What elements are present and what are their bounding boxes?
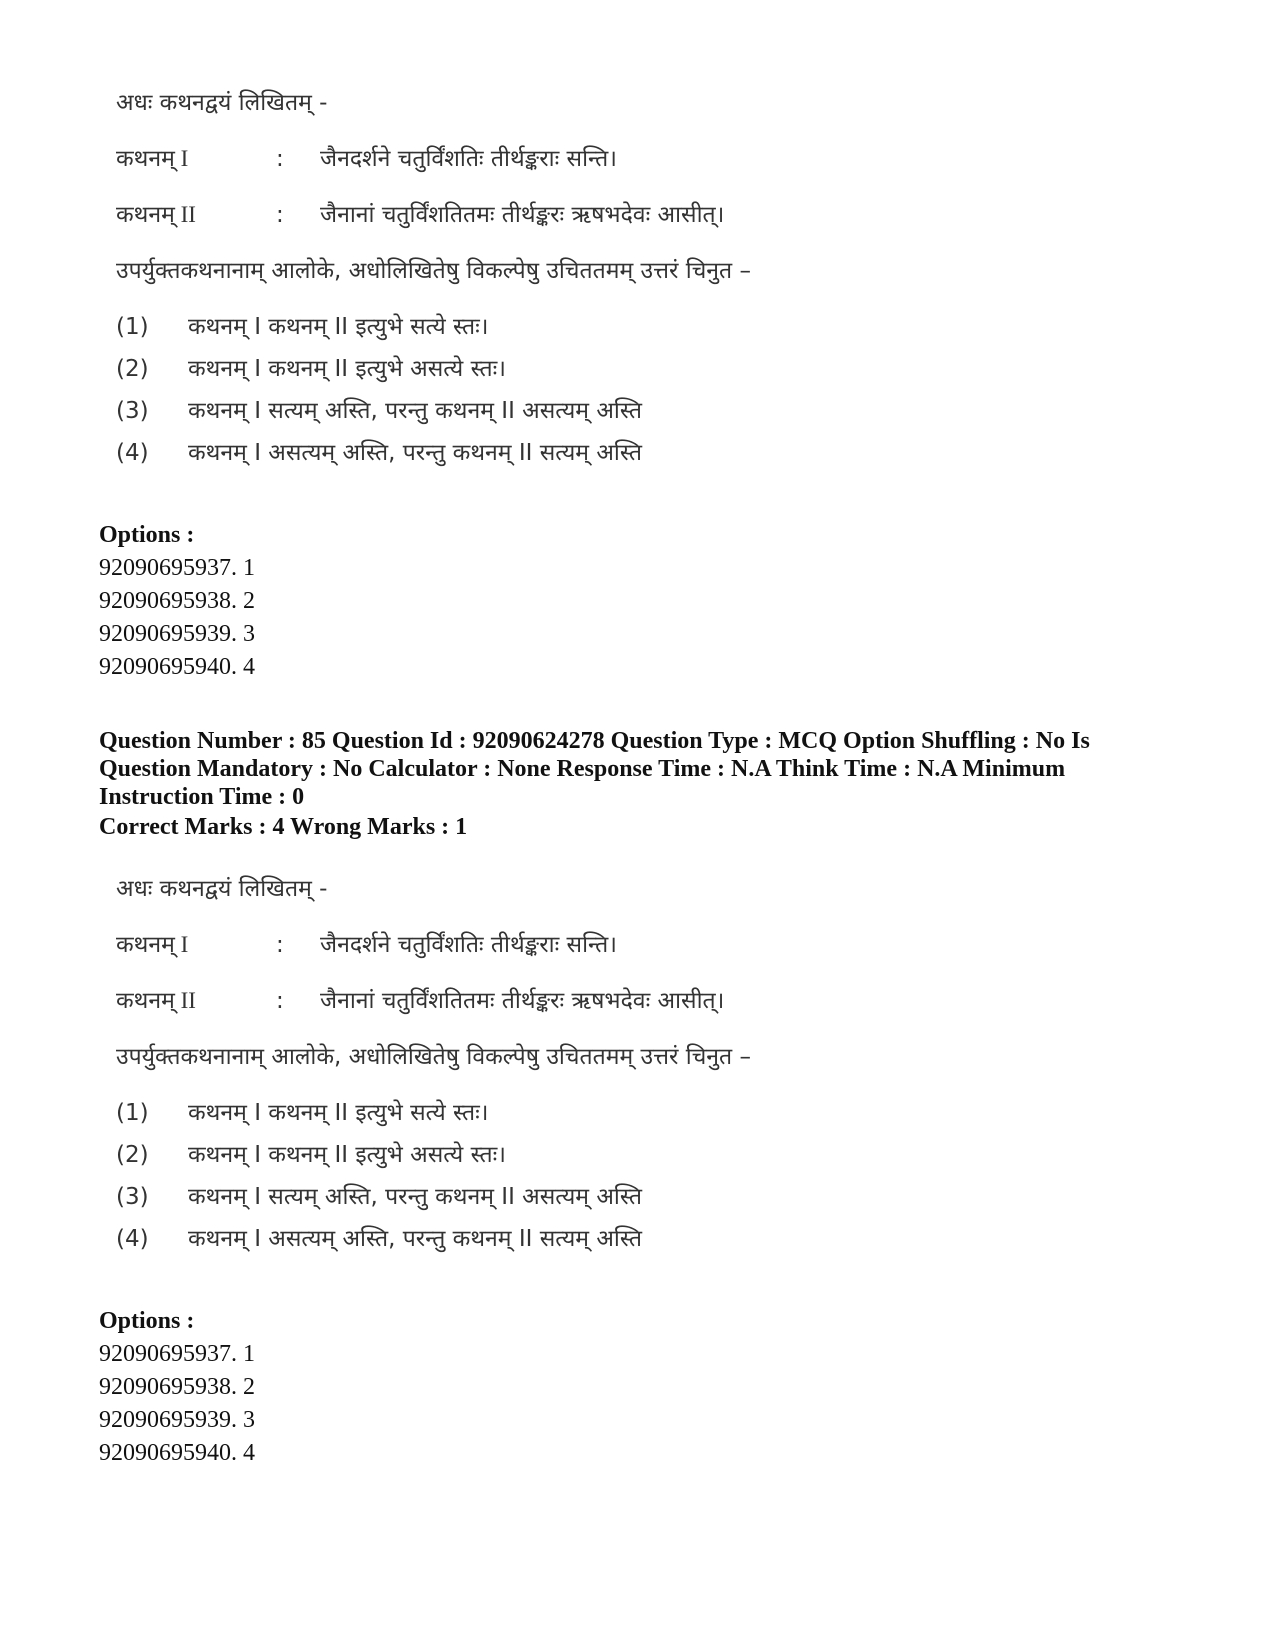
option-item: 92090695940. 4: [99, 654, 255, 680]
question-meta: [99, 727, 1179, 811]
choice-4: [116, 1224, 642, 1254]
statement-2-label: कथनम् II: [116, 988, 196, 1013]
choice-number: (3): [116, 398, 149, 424]
question-image-1: [100, 88, 820, 488]
options-heading: Options :: [99, 1308, 195, 1334]
intro-text: अधः कथनद्वयं लिखितम् -: [116, 876, 328, 902]
choice-number: (3): [116, 1184, 149, 1210]
statement-2-sep: :: [276, 988, 284, 1014]
choice-text: कथनम् I कथनम् II इत्युभे असत्ये स्तः।: [188, 1142, 506, 1168]
choice-number: (4): [116, 440, 149, 466]
question-image-2: [100, 874, 820, 1274]
choice-2: [116, 354, 506, 384]
statement-1-sep: :: [276, 146, 284, 172]
choice-number: (1): [116, 1100, 149, 1126]
choice-number: (2): [116, 356, 149, 382]
statement-2: [116, 986, 724, 1016]
option-item: 92090695939. 3: [99, 621, 255, 647]
choice-4: [116, 438, 642, 468]
statement-1: [116, 144, 617, 174]
statement-2-text: जैनानां चतुर्विंशतितमः तीर्थङ्करः ऋषभदेवः आसीत्।: [320, 202, 725, 228]
statement-1-sep: :: [276, 932, 284, 958]
statement-2-text: जैनानां चतुर्विंशतितमः तीर्थङ्करः ऋषभदेवः आसीत्।: [320, 988, 725, 1014]
meta-line-2: Question Mandatory : No Calculator : None Response Time : N.A Think Time : N.A Minimum: [99, 756, 1066, 782]
options-heading: Options :: [99, 522, 195, 548]
choice-text: कथनम् I कथनम् II इत्युभे सत्ये स्तः।: [188, 314, 489, 340]
statement-1: [116, 930, 617, 960]
option-item: 92090695938. 2: [99, 588, 255, 614]
choice-1: [116, 312, 488, 342]
prompt-text: उपर्युक्तकथनानाम् आलोके, अधोलिखितेषु विकल्पेषु उचिततमम् उत्तरं चिनुत –: [116, 1044, 751, 1070]
statement-2-sep: :: [276, 202, 284, 228]
statement-1-label: कथनम् I: [116, 146, 189, 171]
marks-line: Correct Marks : 4 Wrong Marks : 1: [99, 814, 468, 840]
choice-1: [116, 1098, 488, 1128]
choice-number: (2): [116, 1142, 149, 1168]
statement-1-label: कथनम् I: [116, 932, 189, 957]
choice-text: कथनम् I सत्यम् अस्ति, परन्तु कथनम् II असत्यम् अस्ति: [188, 1184, 642, 1210]
choice-3: [116, 396, 642, 426]
statement-1-text: जैनदर्शने चतुर्विंशतिः तीर्थङ्कराः सन्ति।: [320, 932, 617, 958]
choice-text: कथनम् I असत्यम् अस्ति, परन्तु कथनम् II सत्यम् अस्ति: [188, 1226, 642, 1252]
choice-number: (4): [116, 1226, 149, 1252]
choice-2: [116, 1140, 506, 1170]
meta-line-1: Question Number : 85 Question Id : 92090624278 Question Type : MCQ Option Shuffling : No Is: [99, 728, 1090, 754]
option-item: 92090695939. 3: [99, 1407, 255, 1433]
choice-3: [116, 1182, 642, 1212]
option-item: 92090695940. 4: [99, 1440, 255, 1466]
statement-2: [116, 200, 724, 230]
choice-text: कथनम् I कथनम् II इत्युभे सत्ये स्तः।: [188, 1100, 489, 1126]
option-item: 92090695938. 2: [99, 1374, 255, 1400]
choice-text: कथनम् I कथनम् II इत्युभे असत्ये स्तः।: [188, 356, 506, 382]
choice-number: (1): [116, 314, 149, 340]
choice-text: कथनम् I असत्यम् अस्ति, परन्तु कथनम् II सत्यम् अस्ति: [188, 440, 642, 466]
statement-2-label: कथनम् II: [116, 202, 196, 227]
choice-text: कथनम् I सत्यम् अस्ति, परन्तु कथनम् II असत्यम् अस्ति: [188, 398, 642, 424]
prompt-text: उपर्युक्तकथनानाम् आलोके, अधोलिखितेषु विकल्पेषु उचिततमम् उत्तरं चिनुत –: [116, 258, 751, 284]
meta-line-3: Instruction Time : 0: [99, 784, 305, 810]
option-item: 92090695937. 1: [99, 1341, 255, 1367]
option-item: 92090695937. 1: [99, 555, 255, 581]
intro-text: अधः कथनद्वयं लिखितम् -: [116, 90, 328, 116]
statement-1-text: जैनदर्शने चतुर्विंशतिः तीर्थङ्कराः सन्ति।: [320, 146, 617, 172]
